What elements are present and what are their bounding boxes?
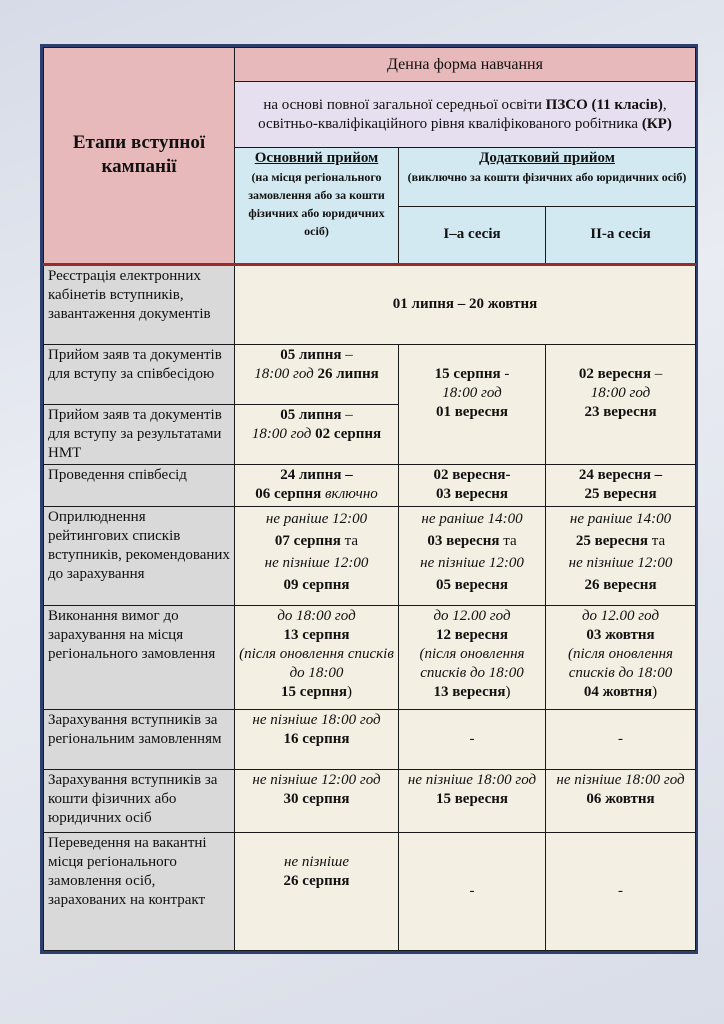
nmt-apps-main-d: 02 серпня xyxy=(311,426,382,443)
ratings-s1-date2: 05 вересня xyxy=(435,577,509,594)
enroll-paid-main-a: не пізніше 12:00 год xyxy=(252,772,381,789)
interviews-s2 xyxy=(546,465,696,507)
requirements-s1-note: (після оновлення списків до 18:00 xyxy=(419,645,525,681)
nmt-apps-main-b: – xyxy=(341,407,353,424)
basis-text-1: на основі повної загальної середньої освіти xyxy=(263,96,546,113)
admission-schedule-table xyxy=(43,47,696,951)
enroll-regional-s2-dash: - xyxy=(618,731,623,748)
apps-session-2 xyxy=(546,344,696,464)
ratings-s1-and: та xyxy=(499,533,517,550)
requirements-main xyxy=(235,605,399,709)
transfer-main-a: не пізніше xyxy=(284,853,349,870)
interviews-s2-a: 24 вересня – xyxy=(578,467,663,484)
session-1-label: I–а сесія xyxy=(443,226,501,243)
transfer-s1 xyxy=(399,832,546,951)
interviews-s1-a: 02 вересня- xyxy=(433,467,511,484)
enroll-regional-label: Зарахування вступників за регіональним замовленням xyxy=(48,712,222,748)
main-admission-title: Основний прийом xyxy=(254,150,379,167)
apps-s1-d: 01 вересня xyxy=(435,403,509,420)
requirements-s1-update-date: 13 вересня xyxy=(433,683,506,700)
enroll-paid-s2-b: 06 жовтня xyxy=(586,791,655,808)
enroll-regional-main-b: 16 серпня xyxy=(283,731,350,748)
session-1-header xyxy=(399,206,546,264)
nmt-apps-label: Прийом заяв та документів для вступу за результатами НМТ xyxy=(48,407,222,462)
row-label-registration xyxy=(44,264,235,344)
interview-apps-main xyxy=(235,344,399,404)
ratings-s2-date2: 26 вересня xyxy=(584,577,657,594)
enroll-paid-s1-a: не пізніше 18:00 год xyxy=(407,772,537,789)
row-label-nmt-apps xyxy=(44,405,235,465)
basis-pzso: ПЗСО xyxy=(545,96,588,113)
admission-schedule-frame xyxy=(40,44,698,954)
basis-classes: (11 класів) xyxy=(591,96,663,113)
requirements-s2-update-date: 04 жовтня xyxy=(583,683,653,700)
requirements-main-date: 13 серпня xyxy=(283,626,350,643)
apps-s2-c: 18:00 год xyxy=(590,384,651,401)
enroll-regional-main xyxy=(235,710,399,770)
interviews-main xyxy=(235,465,399,507)
ratings-main xyxy=(235,507,399,605)
main-admission-header xyxy=(235,148,399,264)
transfer-s1-dash: - xyxy=(469,882,475,899)
ratings-main-to: не пізніше 12:00 xyxy=(264,555,369,572)
session-2-header xyxy=(546,206,696,264)
interview-apps-main-d: 26 липня xyxy=(313,365,379,382)
ratings-s2-from: не раніше 14:00 xyxy=(569,511,672,528)
enroll-paid-s2 xyxy=(546,770,696,832)
ratings-main-from: не раніше 12:00 xyxy=(265,511,368,528)
enroll-paid-s1 xyxy=(399,770,546,832)
interviews-s1 xyxy=(399,465,546,507)
ratings-s2 xyxy=(546,507,696,605)
ratings-s1-date1: 03 вересня xyxy=(427,533,500,550)
apps-s1-c: 18:00 год xyxy=(442,384,502,401)
registration-label: Реєстрація електронних кабінетів вступників, завантаження документів xyxy=(48,267,211,322)
extra-admission-note: (виключно за кошти фізичних або юридичних осіб) xyxy=(407,170,687,185)
interview-apps-main-c: 18:00 год xyxy=(254,365,314,382)
requirements-main-update-date: 15 серпня xyxy=(281,683,347,700)
row-label-ratings xyxy=(44,507,235,605)
nmt-apps-main-a: 05 липня xyxy=(280,407,342,424)
interview-apps-main-a: 05 липня xyxy=(280,346,342,363)
ratings-s2-to: не пізніше 12:00 xyxy=(568,555,673,572)
basis-text-2: , освітньо-кваліфікаційного рівня кваліфікованого робітника xyxy=(258,96,667,132)
row-label-requirements xyxy=(44,605,235,709)
requirements-s2-note: (після оновлення списків до 18:00 xyxy=(568,645,673,681)
apps-s2-a: 02 вересня xyxy=(578,365,651,382)
transfer-s2 xyxy=(546,832,696,951)
apps-s2-d: 23 вересня xyxy=(584,403,657,420)
row-label-enroll-regional xyxy=(44,710,235,770)
transfer-s2-dash: - xyxy=(618,882,623,899)
enroll-regional-s2 xyxy=(546,710,696,770)
registration-value: 01 липня – 20 жовтня xyxy=(392,296,538,313)
enroll-paid-s2-a: не пізніше 18:00 год xyxy=(556,772,685,789)
requirements-s1-time: до 12.00 год xyxy=(433,607,511,624)
enroll-regional-s1 xyxy=(399,710,546,770)
interviews-main-b: 06 серпня xyxy=(255,486,322,503)
apps-s1-b: - xyxy=(500,365,510,382)
interviews-main-c: включно xyxy=(321,486,378,503)
requirements-s1 xyxy=(399,605,546,709)
registration-value-cell xyxy=(235,264,696,344)
requirements-main-paren: ) xyxy=(347,683,352,700)
requirements-s2 xyxy=(546,605,696,709)
ratings-main-date2: 09 серпня xyxy=(283,577,350,594)
interviews-s2-b: 25 вересня xyxy=(584,486,657,503)
basis-cell xyxy=(235,82,696,148)
form-title: Денна форма навчання xyxy=(387,56,543,74)
row-label-transfer xyxy=(44,832,235,951)
session-2-label: II-а сесія xyxy=(590,226,651,243)
ratings-main-date1: 07 серпня xyxy=(274,533,341,550)
form-title-cell xyxy=(235,48,696,82)
enroll-paid-s1-b: 15 вересня xyxy=(435,791,509,808)
ratings-label: Оприлюднення рейтингових списків вступників, рекомендованих до зарахування xyxy=(48,509,230,583)
enroll-paid-main xyxy=(235,770,399,832)
requirements-s1-paren: ) xyxy=(505,683,511,700)
requirements-s2-date: 03 жовтня xyxy=(586,626,655,643)
ratings-s1 xyxy=(399,507,546,605)
ratings-s2-and: та xyxy=(647,533,666,550)
row-label-enroll-paid xyxy=(44,770,235,832)
interviews-label: Проведення співбесід xyxy=(48,467,187,484)
interviews-main-a: 24 липня – xyxy=(280,467,353,484)
enroll-paid-main-b: 30 серпня xyxy=(283,791,350,808)
stages-title: Етапи вступної кампанії xyxy=(72,132,206,178)
main-admission-note: (на місця регіонального замовлення або за кошти фізичних або юридичних осіб) xyxy=(248,170,385,239)
enroll-paid-label: Зарахування вступників за кошти фізичних або юридичних осіб xyxy=(48,772,218,827)
row-label-interview-apps xyxy=(44,344,235,404)
extra-admission-header xyxy=(399,148,696,206)
interview-apps-main-b: – xyxy=(341,346,353,363)
requirements-s2-time: до 12.00 год xyxy=(581,607,660,624)
requirements-label: Виконання вимог до зарахування на місця регіонального замовлення xyxy=(48,607,216,662)
apps-s1-a: 15 серпня xyxy=(434,365,501,382)
interviews-s1-b: 03 вересня xyxy=(435,486,509,503)
ratings-main-and: та xyxy=(340,533,359,550)
basis-kr: (КР) xyxy=(641,115,672,132)
nmt-apps-main xyxy=(235,405,399,465)
transfer-main xyxy=(235,832,399,951)
row-label-interviews xyxy=(44,465,235,507)
stages-header xyxy=(44,48,235,265)
interview-apps-label: Прийом заяв та документів для вступу за співбесідою xyxy=(48,346,222,382)
requirements-s1-date: 12 вересня xyxy=(435,626,509,643)
enroll-regional-s1-dash: - xyxy=(469,731,475,748)
ratings-s2-date1: 25 вересня xyxy=(575,533,648,550)
transfer-label: Переведення на вакантні місця регіонального замовлення осіб, зарахованих на контракт xyxy=(48,834,207,908)
requirements-s2-paren: ) xyxy=(652,683,658,700)
ratings-s1-from: не раніше 14:00 xyxy=(421,511,523,528)
apps-session-1 xyxy=(399,344,546,464)
requirements-main-note: (після оновлення списків до 18:00 xyxy=(239,645,394,681)
requirements-main-time: до 18:00 год xyxy=(277,607,356,624)
transfer-main-b: 26 серпня xyxy=(283,872,350,889)
nmt-apps-main-c: 18:00 год xyxy=(251,426,312,443)
enroll-regional-main-a: не пізніше 18:00 год xyxy=(252,712,381,729)
extra-admission-title: Додатковий прийом xyxy=(479,150,615,167)
ratings-s1-to: не пізніше 12:00 xyxy=(420,555,524,572)
apps-s2-b: – xyxy=(650,365,663,382)
